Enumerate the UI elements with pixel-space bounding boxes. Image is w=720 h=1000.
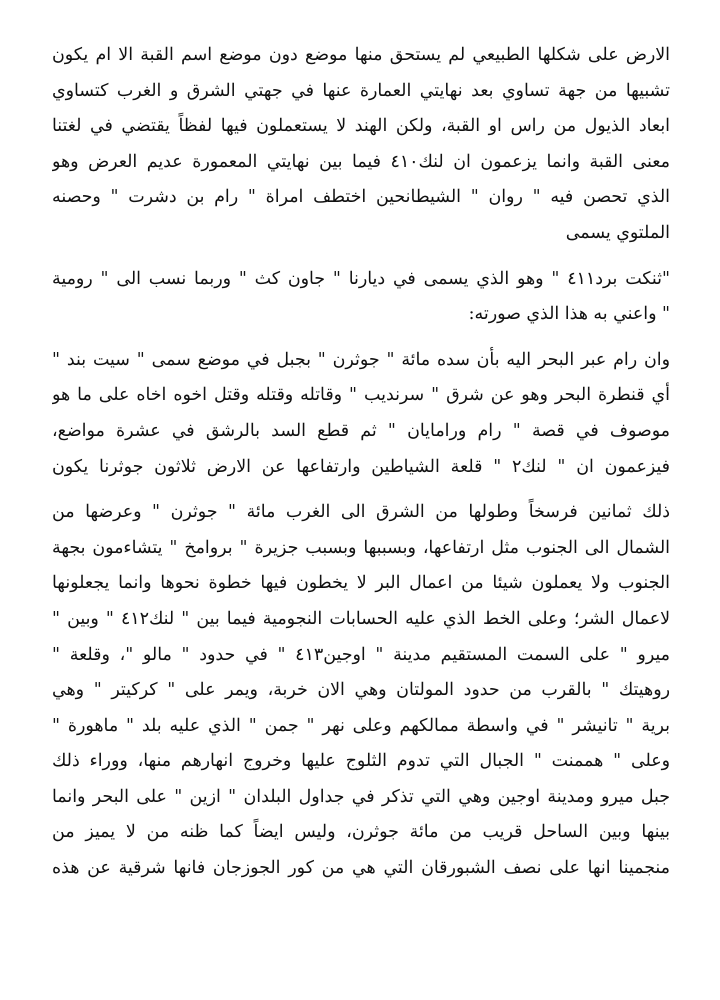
text-line: موصوف في قصة " رام ورامايان " ثم قطع السد بالرشق في عشرة مواضع، xyxy=(52,420,670,441)
text-line: أي قنطرة البحر وهو عن شرق " سرنديب " وقاتله وقتله وقتل اخوه اخاه على ما هو xyxy=(52,385,670,406)
document-page xyxy=(52,38,670,887)
text-line: برية " تانيشر " في واسطة ممالكهم وعلى نهر " جمن " الذي عليه بلد " ماهورة " xyxy=(52,715,670,736)
text-line: ميرو " على السمت المستقيم مدينة " اوجين٤١٣ " في حدود " مالو "، وقلعة " xyxy=(52,644,670,665)
text-line: ذلك ثمانين فرسخاً وطولها من الشرق الى الغرب مائة " جوثرن " وعرضها من xyxy=(52,502,670,523)
text-line: بينها وبين الساحل قريب من مائة جوثرن، وليس ايضاً كما ظنه من لا يميز من xyxy=(52,822,670,843)
text-line: الارض على شكلها الطبيعي لم يستحق منها موضع دون موضع اسم القبة الا ام يكون xyxy=(52,45,670,65)
paragraph-2 xyxy=(52,262,670,333)
text-line: منجمينا انها على نصف الشبورقان التي هي من كور الجوزجان فانها شرقية عن هذه xyxy=(52,858,670,879)
paragraph-3 xyxy=(52,343,670,485)
text-line: ابعاد الذيول من راس او القبة، ولكن الهند لا يستعملون فيها لفظاً يقتضي في لغتنا xyxy=(52,116,670,137)
text-line: " واعني به هذا الذي صورته: xyxy=(468,304,670,325)
text-line: "ثنكت برد٤١١ " وهو الذي يسمى في ديارنا " جاون كث " وربما نسب الى " رومية xyxy=(52,268,670,289)
text-line: وان رام عبر البحر اليه بأن سده مائة " جوثرن " بجبل في موضع سمى " سيت بند " xyxy=(52,349,670,370)
text-line: جبل ميرو ومدينة اوجين وهي التي تذكر في جداول البلدان " ازين " على البحر وانما xyxy=(52,786,670,807)
text-line: الذي تحصن فيه " روان " الشيطانحين اختطف امراة " رام بن دشرت " وحصنه xyxy=(52,187,670,208)
text-line: وعلى " هممنت " الجبال التي تدوم الثلوج عليها وخروج انهارهم منها، ووراء ذلك xyxy=(52,751,670,772)
text-line: تشبيها من جهة تساوي بعد نهايتي العمارة عنها في جهتي الشرق و الغرب كتساوي xyxy=(52,80,670,101)
text-line: الجنوب ولا يعملون شيئا من اعمال البر لا يخطون فيها خطوة نحوها وانما يجعلونها xyxy=(52,573,670,594)
paragraph-1 xyxy=(52,38,670,252)
text-line: الشمال الى الجنوب مثل ارتفاعها، وبسببها وبسبب جزيرة " بروامخ " يتشاءمون بجهة xyxy=(52,537,670,558)
text-line: الملتوي يسمى xyxy=(565,222,670,243)
text-line: روهيتك " بالقرب من حدود المولتان وهي الان خربة، ويمر على " كركيتر " وهي xyxy=(52,680,670,701)
paragraph-4 xyxy=(52,495,670,887)
text-line: فيزعمون ان " لنك٢ " قلعة الشياطين وارتفاعها عن الارض ثلاثون جوثرنا يكون xyxy=(52,456,670,477)
text-line: لاعمال الشر؛ وعلى الخط الذي عليه الحسابات النجومية فيما بين " لنك٤١٢ " وبين " xyxy=(52,608,670,629)
text-line: معنى القبة وانما يزعمون ان لنك٤١٠ فيما بين نهايتي المعمورة عديم العرض وهو xyxy=(52,151,670,172)
